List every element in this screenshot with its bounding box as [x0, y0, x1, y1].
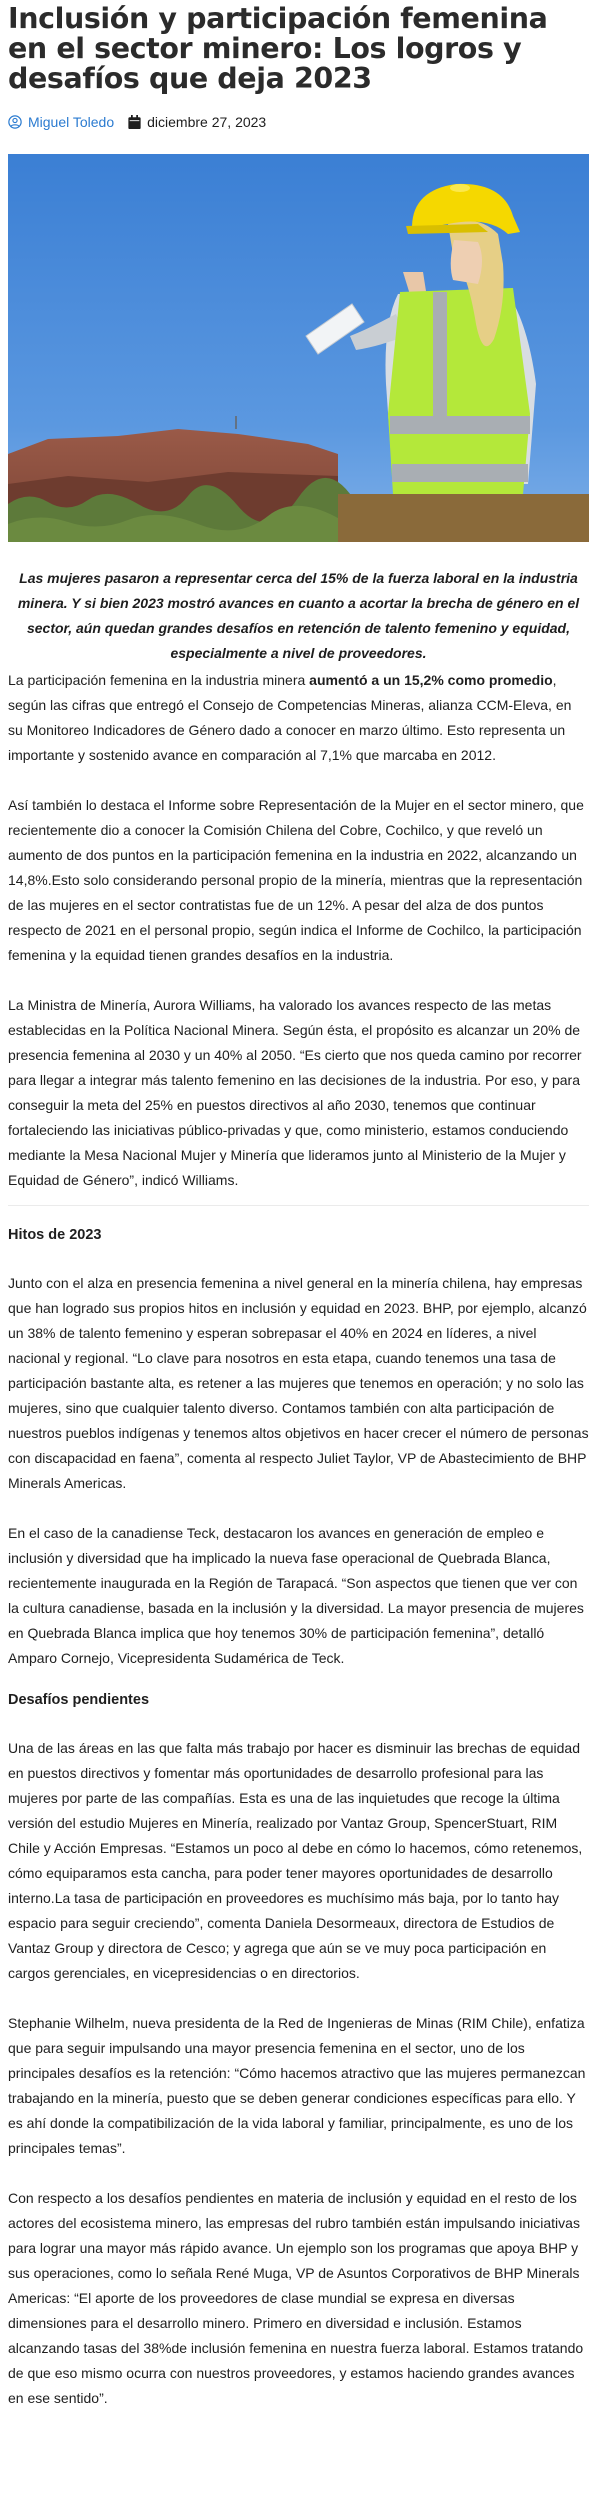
- heading-desafios: Desafíos pendientes: [8, 1692, 150, 1708]
- paragraph-7: Stephanie Wilhelm, nueva presidenta de la Red de Ingenieras de Minas (RIM Chile), enfatiza que para seguir impulsando una mayor presencia femenina en el sector, uno de los principales desafíos es la retención: “Cómo hacemos atractivo que las mujeres permanezcan trabajando en la minería, puesto que se deben generar condiciones específicas para ello. Y es ahí donde la compatibilización de la vida laboral y familiar, principalmente, es uno de los principales temas”.: [8, 2015, 586, 2156]
- author-name: Miguel Toledo: [28, 114, 115, 130]
- article-meta: [8, 113, 589, 131]
- paragraph-1: [8, 668, 589, 768]
- hero-image: [8, 154, 589, 542]
- article-title: Inclusión y participación femenina en el sector minero: Los logros y desafíos que deja 2023: [8, 2, 548, 95]
- divider: [8, 1205, 589, 1206]
- paragraph-1-bold: aumentó a un 15,2% como promedio: [309, 672, 553, 688]
- calendar-icon: [128, 115, 141, 129]
- paragraph-3: La Ministra de Minería, Aurora Williams, ha valorado los avances respecto de las metas establecidas en la Política Nacional Minera. Según ésta, el propósito es alcanzar un 20% de presencia femenina al 2030 y un 40% al 2050. “Es cierto que nos queda camino por recorrer para llegar a integrar más talento femenino en las decisiones de la industria. Por eso, y para conseguir la meta del 25% en puestos directivos al año 2030, tenemos que continuar fortaleciendo las iniciativas público-privadas y que, como ministerio, estamos conduciendo mediante la Mesa Nacional Mujer y Minería que lideramos junto al Ministerio de la Mujer y Equidad de Género”, indicó Williams.: [8, 997, 582, 1188]
- heading-hitos: Hitos de 2023: [8, 1227, 102, 1243]
- paragraph-1-text-b: , según las cifras que entregó el Consejo de Competencias Mineras, alianza CCM-Eleva, en su Monitoreo Indicadores de Género dado a conocer en marzo último. Esto representa un importante y sostenido avance en comparación al 7,1% que marcaba en 2012.: [8, 672, 572, 763]
- user-circle-icon: [8, 115, 22, 129]
- spacer: [8, 2161, 589, 2186]
- paragraph-8: Con respecto a los desafíos pendientes en materia de inclusión y equidad en el resto de los actores del ecosistema minero, las empresas del rubro también están impulsando iniciativas para lograr una mayor más rápido avance. Un ejemplo son los programas que apoya BHP y sus operaciones, como lo señala René Muga, VP de Asuntos Corporativos de BHP Minerals Americas: “El aporte de los proveedores de clase mundial se expresa en diversas dimensiones para el desarrollo minero. Primero en diversidad e inclusión. Estamos alcanzando tasas del 38%de inclusión femenina en nuestra fuerza laboral. Estamos tratando de que eso mismo ocurra con nuestros proveedores, y estamos haciendo grandes avances en ese sentido”.: [8, 2190, 584, 2406]
- paragraph-4: Junto con el alza en presencia femenina a nivel general en la minería chilena, hay empresas que han logrado sus propios hitos en inclusión y equidad en 2023. BHP, por ejemplo, alcanzó un 38% de talento femenino y esperan sobrepasar el 40% en 2024 en líderes, a nivel nacional y regional. “Lo clave para nosotros en esta etapa, cuando tenemos una tasa de participación bastante alta, es retener a las mujeres que tenemos en operación; y no solo las mujeres, sino que cualquier talento diverso. Contamos también con alta participación de nuestros pueblos indígenas y tenemos altos objetivos en hacer crecer el número de personas con discapacidad en faena”, comenta al respecto Juliet Taylor, VP de Abastecimiento de BHP Minerals Americas.: [8, 1275, 589, 1491]
- spacer: [8, 968, 589, 993]
- spacer: [8, 1711, 589, 1736]
- author-link[interactable]: [8, 113, 114, 131]
- spacer: [8, 1986, 589, 2011]
- date-text: diciembre 27, 2023: [147, 114, 267, 130]
- paragraph-5: En el caso de la canadiense Teck, destacaron los avances en generación de empleo e inclusión y diversidad que ha implicado la nueva fase operacional de Quebrada Blanca, recientemente inaugurada en la Región de Tarapacá. “Son aspectos que tienen que ver con la cultura canadiense, basada en la inclusión y la diversidad. La mayor presencia de mujeres en Quebrada Blanca implica que hoy tenemos 30% de participación femenina”, detalló Amparo Cornejo, Vicepresidenta Sudamérica de Teck.: [8, 1525, 584, 1666]
- paragraph-1-text-a: La participación femenina en la industria minera: [8, 672, 310, 688]
- article-page: [0, 4, 597, 2411]
- paragraph-6: Una de las áreas en las que falta más trabajo por hacer es disminuir las brechas de equidad en puestos directivos y fomentar más oportunidades de desarrollo profesional para las mujeres por parte de las compañías. Esta es una de las inquietudes que recoge la última versión del estudio Mujeres en Minería, realizado por Vantaz Group, SpencerStuart, RIM Chile y Acción Empresas. “Estamos un poco al debe en cómo lo hacemos, cómo retenemos, cómo equiparamos esta cancha, para poder tener mayores oportunidades de desarrollo interno.La tasa de participación en proveedores es muchísimo más baja, por lo tanto hay espacio para seguir creciendo”, comenta Daniela Desormeaux, directora de Estudios de Vantaz Group y directora de Cesco; y agrega que aún se ve muy poca participación en cargos gerenciales, en vicepresidencias o en directorios.: [8, 1740, 583, 1981]
- article-lead: Las mujeres pasaron a representar cerca del 15% de la fuerza laboral en la industria minera. Y si bien 2023 mostró avances en cuanto a acortar la brecha de género en el sector, aún quedan grandes desafíos en retención de talento femenino y equidad, especialmente a nivel de proveedores.: [17, 570, 580, 661]
- publish-date: [128, 113, 266, 131]
- spacer: [8, 1246, 589, 1271]
- spacer: [8, 1496, 589, 1521]
- paragraph-2: Así también lo destaca el Informe sobre Representación de la Mujer en el sector minero, que recientemente dio a conocer la Comisión Chilena del Cobre, Cochilco, y que reveló un aumento de dos puntos en la participación femenina en la industria en 2022, alcanzando un 14,8%.Esto solo considerando personal propio de la minería, mientras que la representación de las mujeres en el sector contratistas fue de un 12%. A pesar del alza de dos puntos respecto de 2021 en el personal propio, según indica el Informe de Cochilco, la participación femenina y la equidad tienen grandes desafíos en la industria.: [8, 797, 584, 963]
- spacer: [8, 768, 589, 793]
